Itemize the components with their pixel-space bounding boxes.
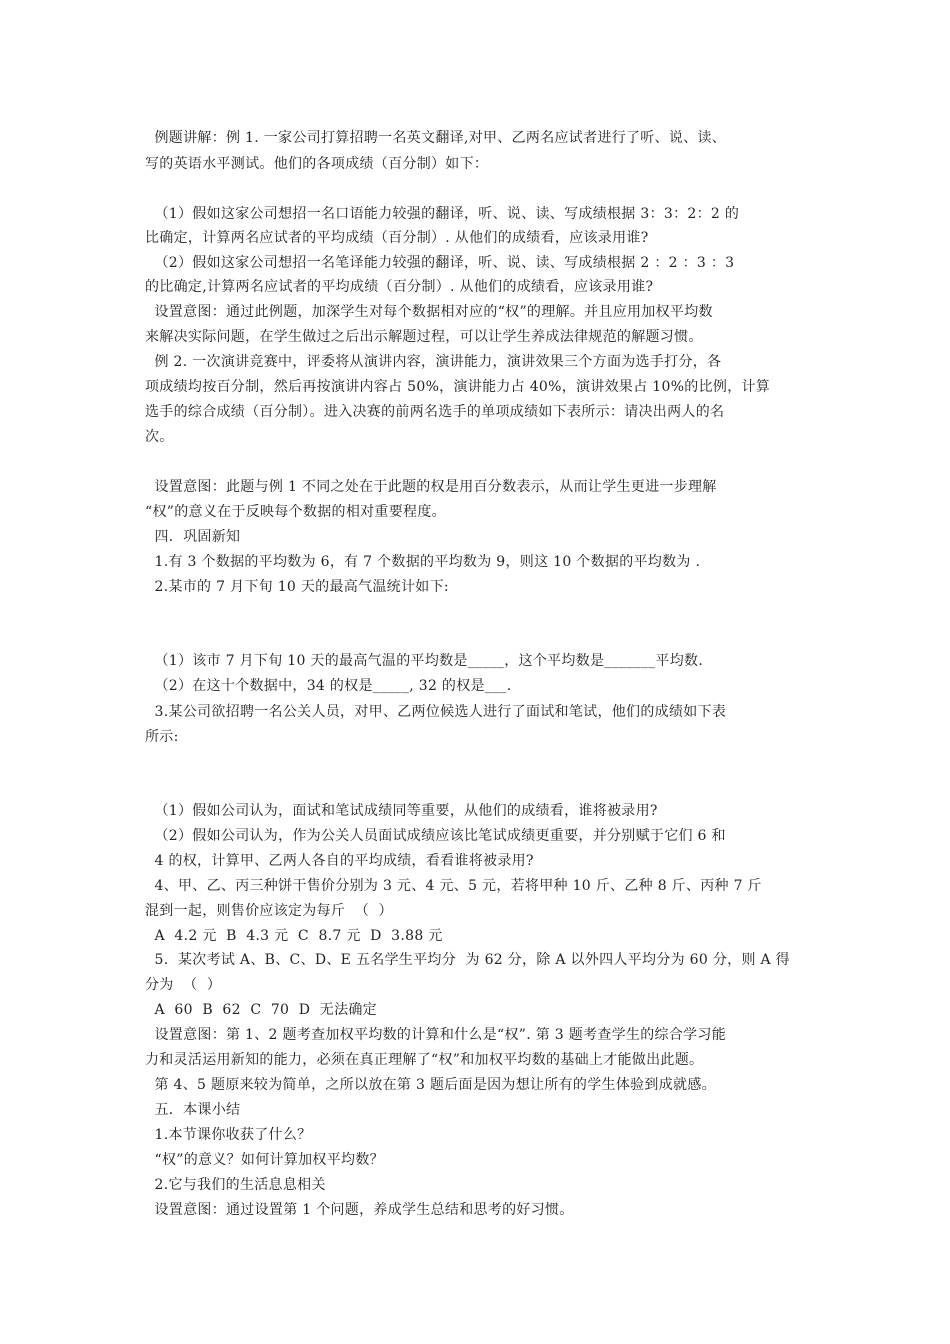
text-line: 2.它与我们的生活息息相关	[145, 1177, 326, 1193]
text-line: （1）该市 7 月下旬 10 天的最高气温的平均数是_____，这个平均数是_______平均数.	[145, 653, 704, 669]
text-line: 4、甲、乙、丙三种饼干售价分别为 3 元、4 元、5 元，若将甲种 10 斤、乙种 8 斤、丙种 7 斤	[145, 878, 762, 894]
text-line: 2.某市的 7 月下旬 10 天的最高气温统计如下:	[145, 579, 449, 595]
text-line: （2）在这十个数据中，34 的权是_____, 32 的权是___.	[145, 678, 512, 694]
text-line: 1.有 3 个数据的平均数为 6，有 7 个数据的平均数为 9，则这 10 个数据的平均数为 .	[145, 554, 701, 570]
text-line: 的比确定,计算两名应试者的平均成绩（百分制）. 从他们的成绩看，应该录用谁?	[145, 279, 654, 295]
text-line: 5. 某次考试 A、B、C、D、E 五名学生平均分 为 62 分，除 A 以外四人平均分为 60 分，则 A 得	[145, 952, 790, 968]
text-line: 设置意图：此题与例 1 不同之处在于此题的权是用百分数表示，从而让学生更进一步理解	[145, 479, 717, 495]
text-line: 项成绩均按百分制，然后再按演讲内容占 50%，演讲能力占 40%，演讲效果占 10%的比例，计算	[145, 379, 771, 395]
text-line: 力和灵活运用新知的能力，必须在真正理解了“权”和加权平均数的基础上才能做出此题。	[145, 1052, 704, 1068]
section-heading: 四．巩固新知	[145, 529, 241, 545]
text-line: 来解决实际问题，在学生做过之后出示解题过程，可以让学生养成法律规范的解题习惯。	[145, 329, 703, 345]
text-line: 例题讲解：例 1. 一家公司打算招聘一名英文翻译,对甲、乙两名应试者进行了听、说、读、	[145, 130, 727, 146]
text-line: （1）假如这家公司想招一名口语能力较强的翻译，听、说、读、写成绩根据 3：3：2：2 的	[145, 206, 740, 222]
text-line: 4 的权，计算甲、乙两人各自的平均成绩，看看谁将被录用?	[145, 853, 534, 869]
text-line: 设置意图：第 1、2 题考查加权平均数的计算和什么是“权”. 第 3 题考查学生的综合学习能	[145, 1027, 727, 1043]
text-line: （2）假如这家公司想招一名笔译能力较强的翻译，听、说、读、写成绩根据 2 ：2 ：3 ：3	[145, 255, 735, 271]
text-line: 设置意图：通过此例题，加深学生对每个数据相对应的“权”的理解。并且应用加权平均数	[145, 304, 713, 320]
text-line: 设置意图：通过设置第 1 个问题，养成学生总结和思考的好习惯。	[145, 1202, 574, 1218]
text-line: （1）假如公司认为，面试和笔试成绩同等重要，从他们的成绩看，谁将被录用?	[145, 803, 658, 819]
text-line: 1.本节课你收获了什么？	[145, 1127, 312, 1143]
text-line: （2）假如公司认为，作为公关人员面试成绩应该比笔试成绩更重要，并分别赋于它们 6 和	[145, 828, 726, 844]
text-line: 分为 （ ）	[145, 977, 222, 993]
text-line: “权”的意义在于反映每个数据的相对重要程度。	[145, 504, 446, 520]
text-line: 例 2. 一次演讲竞赛中，评委将从演讲内容，演讲能力，演讲效果三个方面为选手打分，各	[145, 354, 722, 370]
text-line: 混到一起，则售价应该定为每斤 （ ）	[145, 903, 393, 919]
text-line: 写的英语水平测试。他们的各项成绩（百分制）如下：	[145, 156, 489, 172]
text-line: 3.某公司欲招聘一名公关人员，对甲、乙两位候选人进行了面试和笔试，他们的成绩如下表	[145, 704, 727, 720]
text-line: 选手的综合成绩（百分制）。进入决赛的前两名选手的单项成绩如下表所示：请决出两人的名	[145, 404, 725, 420]
text-line: 所示:	[145, 729, 179, 745]
answer-options: A 60 B 62 C 70 D 无法确定	[145, 1002, 377, 1018]
text-line: 比确定，计算两名应试者的平均成绩（百分制）. 从他们的成绩看，应该录用谁?	[145, 230, 649, 246]
section-heading: 五．本课小结	[145, 1102, 241, 1118]
text-line: 次。	[145, 429, 174, 445]
text-line: 第 4、5 题原来较为简单，之所以放在第 3 题后面是因为想让所有的学生体验到成就感。	[145, 1077, 716, 1093]
answer-options: A 4.2 元 B 4.3 元 C 8.7 元 D 3.88 元	[145, 928, 443, 944]
text-line: “权”的意义？如何计算加权平均数？	[145, 1152, 384, 1168]
